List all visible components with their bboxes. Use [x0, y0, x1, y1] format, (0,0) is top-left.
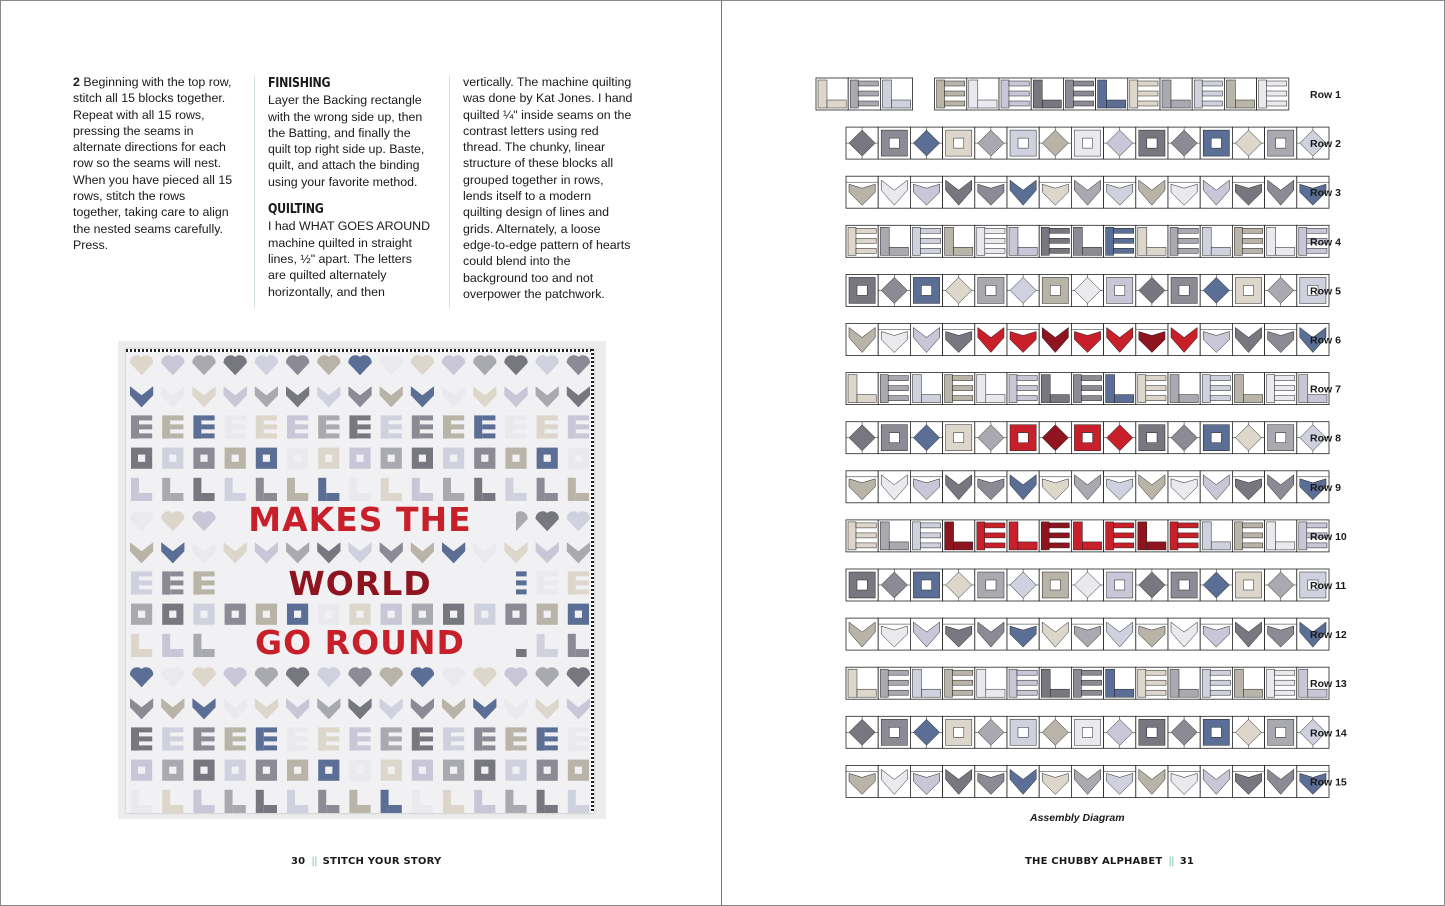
diagram-block [1007, 569, 1039, 601]
diagram-block [846, 225, 878, 257]
diagram-block [1168, 765, 1200, 797]
diagram-block [943, 127, 975, 159]
diagram-block [1039, 618, 1071, 650]
diagram-block [910, 127, 942, 159]
diagram-block [1136, 520, 1168, 552]
diagram-block [1104, 765, 1136, 797]
diagram-block [1128, 78, 1160, 110]
diagram-block [910, 520, 942, 552]
diagram-block [1104, 373, 1136, 405]
diagram-block [975, 176, 1007, 208]
diagram-block [1007, 373, 1039, 405]
diagram-block [1071, 520, 1103, 552]
quilting-text-b: vertically. The machine quilting was done by Kat Jones. I hand quilted ¼" inside seams on the contrast letters using red thread. The chunky, linear structure of these blocks all grouped together in rows, lends itself to a modern quilting design of lines and grids. Alternately, a loose edge-to-edge pattern of hearts could blend into the background too and not overpower the patchwork. [463, 75, 633, 301]
diagram-block [1168, 471, 1200, 503]
diagram-block [1136, 471, 1168, 503]
diagram-block [1104, 471, 1136, 503]
diagram-block [910, 324, 942, 356]
diagram-block [1257, 78, 1289, 110]
diagram-block [1039, 667, 1071, 699]
diagram-block [910, 667, 942, 699]
diagram-block [1265, 765, 1297, 797]
diagram-block [1265, 176, 1297, 208]
quilt-text-line: GO ROUND [255, 623, 465, 662]
diagram-block [1039, 520, 1071, 552]
diagram-block [1039, 274, 1071, 306]
diagram-block [1136, 667, 1168, 699]
diagram-block [910, 765, 942, 797]
diagram-block [1200, 225, 1232, 257]
diagram-block [1104, 324, 1136, 356]
diagram-block [1136, 422, 1168, 454]
diagram-block [1168, 373, 1200, 405]
diagram-block [1168, 274, 1200, 306]
diagram-block [1232, 373, 1264, 405]
diagram-block [1007, 765, 1039, 797]
diagram-block [1160, 78, 1192, 110]
diagram-block [975, 618, 1007, 650]
diagram-block [1071, 667, 1103, 699]
diagram-row [846, 569, 1346, 601]
footer-left [291, 856, 441, 867]
row-label: Row 8 [1310, 432, 1341, 445]
diagram-block [846, 520, 878, 552]
diagram-block [1200, 569, 1232, 601]
diagram-block [1007, 176, 1039, 208]
diagram-block [910, 176, 942, 208]
diagram-row [816, 78, 1341, 110]
diagram-block [846, 324, 878, 356]
diagram-row [846, 127, 1341, 159]
row-label: Row 5 [1310, 285, 1341, 298]
quilting-text-a: I had WHAT GOES AROUND machine quilted in straight lines, ½" apart. The letters are quilted alternately horizontally, and then [268, 219, 431, 299]
diagram-block [1168, 422, 1200, 454]
diagram-block [1232, 618, 1264, 650]
diagram-block [1136, 765, 1168, 797]
diagram-block [1232, 765, 1264, 797]
diagram-block [1265, 667, 1297, 699]
diagram-block [943, 618, 975, 650]
diagram-block [846, 618, 878, 650]
diagram-block [1039, 127, 1071, 159]
diagram-block [878, 225, 910, 257]
diagram-block [910, 373, 942, 405]
diagram-block [846, 373, 878, 405]
diagram-block [1168, 127, 1200, 159]
diagram-block [1039, 716, 1071, 748]
diagram-block [1168, 667, 1200, 699]
diagram-block [1232, 324, 1264, 356]
diagram-block [1071, 569, 1103, 601]
diagram-block [1104, 127, 1136, 159]
diagram-block [1200, 618, 1232, 650]
diagram-block [1071, 324, 1103, 356]
diagram-block [1071, 422, 1103, 454]
footer-divider: || [1168, 856, 1174, 867]
diagram-block [1136, 225, 1168, 257]
diagram-block [878, 324, 910, 356]
diagram-block [935, 78, 967, 110]
diagram-block [1200, 471, 1232, 503]
diagram-block [1104, 422, 1136, 454]
diagram-block [878, 471, 910, 503]
diagram-block [1104, 520, 1136, 552]
footer-divider: || [311, 856, 317, 867]
diagram-block [1200, 324, 1232, 356]
diagram-block [846, 765, 878, 797]
diagram-block [878, 520, 910, 552]
diagram-row [846, 520, 1347, 552]
diagram-block [910, 422, 942, 454]
diagram-block [1136, 373, 1168, 405]
diagram-block [846, 422, 878, 454]
diagram-row [846, 765, 1347, 797]
book-title: STITCH YOUR STORY [322, 856, 442, 867]
diagram-block [943, 765, 975, 797]
diagram-block [1232, 176, 1264, 208]
diagram-block [1200, 667, 1232, 699]
diagram-block [1071, 127, 1103, 159]
diagram-block [1168, 569, 1200, 601]
diagram-block [943, 274, 975, 306]
diagram-block [1071, 471, 1103, 503]
diagram-block [1007, 127, 1039, 159]
quilting-heading: QUILTING [268, 202, 324, 218]
diagram-block [1007, 422, 1039, 454]
diagram-block [878, 765, 910, 797]
diagram-block [1039, 225, 1071, 257]
diagram-block [848, 78, 880, 110]
diagram-block [1200, 127, 1232, 159]
diagram-block [1071, 373, 1103, 405]
diagram-block [1232, 520, 1264, 552]
diagram-block [878, 127, 910, 159]
diagram-block [1039, 176, 1071, 208]
diagram-block [975, 667, 1007, 699]
diagram-block [1200, 520, 1232, 552]
diagram-block [1136, 274, 1168, 306]
diagram-block [1104, 667, 1136, 699]
diagram-block [816, 78, 848, 110]
diagram-block [910, 716, 942, 748]
diagram-block [975, 422, 1007, 454]
finishing-text: Layer the Backing rectangle with the wrong side up, then the Batting, and finally the quilt top right side up. Baste, quilt, and attach the binding using your favorite method. [268, 93, 425, 189]
diagram-block [878, 716, 910, 748]
diagram-block [878, 176, 910, 208]
diagram-block [975, 274, 1007, 306]
diagram-block [846, 127, 878, 159]
diagram-block [1071, 225, 1103, 257]
diagram-block [846, 274, 878, 306]
diagram-block [1168, 225, 1200, 257]
diagram-block [1007, 274, 1039, 306]
diagram-block [1071, 274, 1103, 306]
diagram-block [1039, 569, 1071, 601]
diagram-block [1136, 176, 1168, 208]
diagram-block [1007, 667, 1039, 699]
diagram-block [1265, 569, 1297, 601]
diagram-block [943, 324, 975, 356]
row-label: Row 15 [1310, 776, 1347, 789]
diagram-block [1007, 618, 1039, 650]
row-label: Row 11 [1310, 580, 1347, 592]
diagram-block [1007, 324, 1039, 356]
diagram-block [1168, 520, 1200, 552]
diagram-block [975, 716, 1007, 748]
diagram-block [1232, 422, 1264, 454]
diagram-block [1232, 667, 1264, 699]
diagram-block [975, 520, 1007, 552]
diagram-block [975, 324, 1007, 356]
diagram-block [910, 225, 942, 257]
diagram-block [846, 667, 878, 699]
quilt-text-line: MAKES THE [248, 500, 472, 539]
diagram-block [846, 569, 878, 601]
diagram-block [1104, 618, 1136, 650]
diagram-block [975, 569, 1007, 601]
diagram-block [1136, 716, 1168, 748]
diagram-block [943, 667, 975, 699]
row-label: Row 1 [1310, 89, 1341, 101]
diagram-block [975, 373, 1007, 405]
diagram-block [975, 471, 1007, 503]
footer-right [1025, 856, 1194, 867]
diagram-block [878, 274, 910, 306]
finishing-heading: FINISHING [268, 76, 331, 91]
diagram-block [1200, 176, 1232, 208]
diagram-block [1104, 716, 1136, 748]
diagram-block [1265, 127, 1297, 159]
diagram-block [943, 225, 975, 257]
diagram-row [846, 324, 1341, 356]
diagram-block [1265, 373, 1297, 405]
diagram-block [1039, 324, 1071, 356]
diagram-block [1104, 274, 1136, 306]
diagram-block [975, 225, 1007, 257]
diagram-block [943, 716, 975, 748]
diagram-block [1104, 176, 1136, 208]
diagram-block [910, 618, 942, 650]
step2-text: Beginning with the top row, stitch all 15 blocks together. Repeat with all 15 rows, pressing the seams in alternate directions for each row so the seams will nest. When you have pieced all 15 rows, stitch the rows together, taking care to align the nested seams carefully. Press. [73, 75, 233, 252]
row-label: Row 14 [1310, 727, 1347, 740]
row-label: Row 9 [1310, 481, 1341, 494]
diagram-block [1039, 422, 1071, 454]
diagram-block [1168, 618, 1200, 650]
diagram-block [943, 569, 975, 601]
diagram-block [1168, 716, 1200, 748]
diagram-block [1265, 422, 1297, 454]
diagram-block [878, 422, 910, 454]
diagram-block [1039, 765, 1071, 797]
row-label: Row 12 [1310, 629, 1347, 642]
diagram-block [1265, 225, 1297, 257]
diagram-block [1265, 471, 1297, 503]
diagram-block [1007, 716, 1039, 748]
row-label: Row 4 [1310, 236, 1341, 249]
diagram-block [1200, 765, 1232, 797]
diagram-block [975, 127, 1007, 159]
diagram-block [943, 471, 975, 503]
diagram-block [1136, 569, 1168, 601]
page-number-left: 30 [291, 856, 306, 867]
diagram-block [975, 765, 1007, 797]
diagram-row [846, 422, 1341, 454]
diagram-row [846, 667, 1347, 699]
diagram-block [1007, 225, 1039, 257]
diagram-block [1168, 176, 1200, 208]
diagram-block [1265, 324, 1297, 356]
diagram-block [1007, 520, 1039, 552]
diagram-block [1096, 78, 1128, 110]
diagram-block [1265, 274, 1297, 306]
diagram-block [878, 373, 910, 405]
diagram-block [1031, 78, 1063, 110]
diagram-block [1200, 274, 1232, 306]
diagram-block [1232, 225, 1264, 257]
diagram-block [943, 520, 975, 552]
row-label: Row 3 [1310, 187, 1341, 200]
diagram-block [999, 78, 1031, 110]
diagram-row [846, 176, 1341, 208]
diagram-block [878, 618, 910, 650]
diagram-block [1039, 471, 1071, 503]
diagram-block [1063, 78, 1095, 110]
row-label: Row 10 [1310, 530, 1347, 543]
row-label: Row 2 [1310, 138, 1341, 151]
diagram-block [1071, 176, 1103, 208]
diagram-block [1136, 324, 1168, 356]
diagram-block [1136, 127, 1168, 159]
diagram-caption: Assembly Diagram [1030, 812, 1125, 824]
diagram-block [1232, 471, 1264, 503]
diagram-block [1232, 716, 1264, 748]
quilt-text-line: WORLD [288, 564, 432, 603]
diagram-block [967, 78, 999, 110]
diagram-block [910, 471, 942, 503]
diagram-row [846, 274, 1341, 306]
diagram-block [1039, 373, 1071, 405]
diagram-block [1232, 274, 1264, 306]
diagram-row [846, 618, 1347, 650]
diagram-block [846, 716, 878, 748]
diagram-block [878, 569, 910, 601]
diagram-row [846, 471, 1341, 503]
diagram-block [846, 471, 878, 503]
diagram-block [1232, 127, 1264, 159]
diagram-block [1200, 373, 1232, 405]
diagram-block [1224, 78, 1256, 110]
diagram-block [1265, 618, 1297, 650]
diagram-row [846, 373, 1341, 405]
diagram-block [1104, 569, 1136, 601]
diagram-block [846, 176, 878, 208]
diagram-row [846, 716, 1347, 748]
diagram-block [1071, 765, 1103, 797]
diagram-block [943, 422, 975, 454]
diagram-block [1007, 471, 1039, 503]
row-label: Row 7 [1310, 383, 1341, 396]
diagram-block [878, 667, 910, 699]
diagram-block [1265, 520, 1297, 552]
chapter-title: THE CHUBBY ALPHABET [1025, 856, 1163, 867]
diagram-row [846, 225, 1341, 257]
diagram-block [880, 78, 912, 110]
diagram-block [943, 373, 975, 405]
diagram-block [910, 569, 942, 601]
diagram-block [1071, 716, 1103, 748]
diagram-block [1192, 78, 1224, 110]
diagram-block [910, 274, 942, 306]
row-label: Row 6 [1310, 334, 1341, 347]
diagram-block [1200, 422, 1232, 454]
page-number-right: 31 [1179, 856, 1195, 867]
diagram-block [1265, 716, 1297, 748]
row-label: Row 13 [1310, 678, 1347, 691]
diagram-block [1200, 716, 1232, 748]
diagram-block [1168, 324, 1200, 356]
step-number: 2 [73, 75, 80, 89]
diagram-block [1136, 618, 1168, 650]
diagram-block [943, 176, 975, 208]
diagram-block [1232, 569, 1264, 601]
diagram-block [1071, 618, 1103, 650]
diagram-block [1104, 225, 1136, 257]
